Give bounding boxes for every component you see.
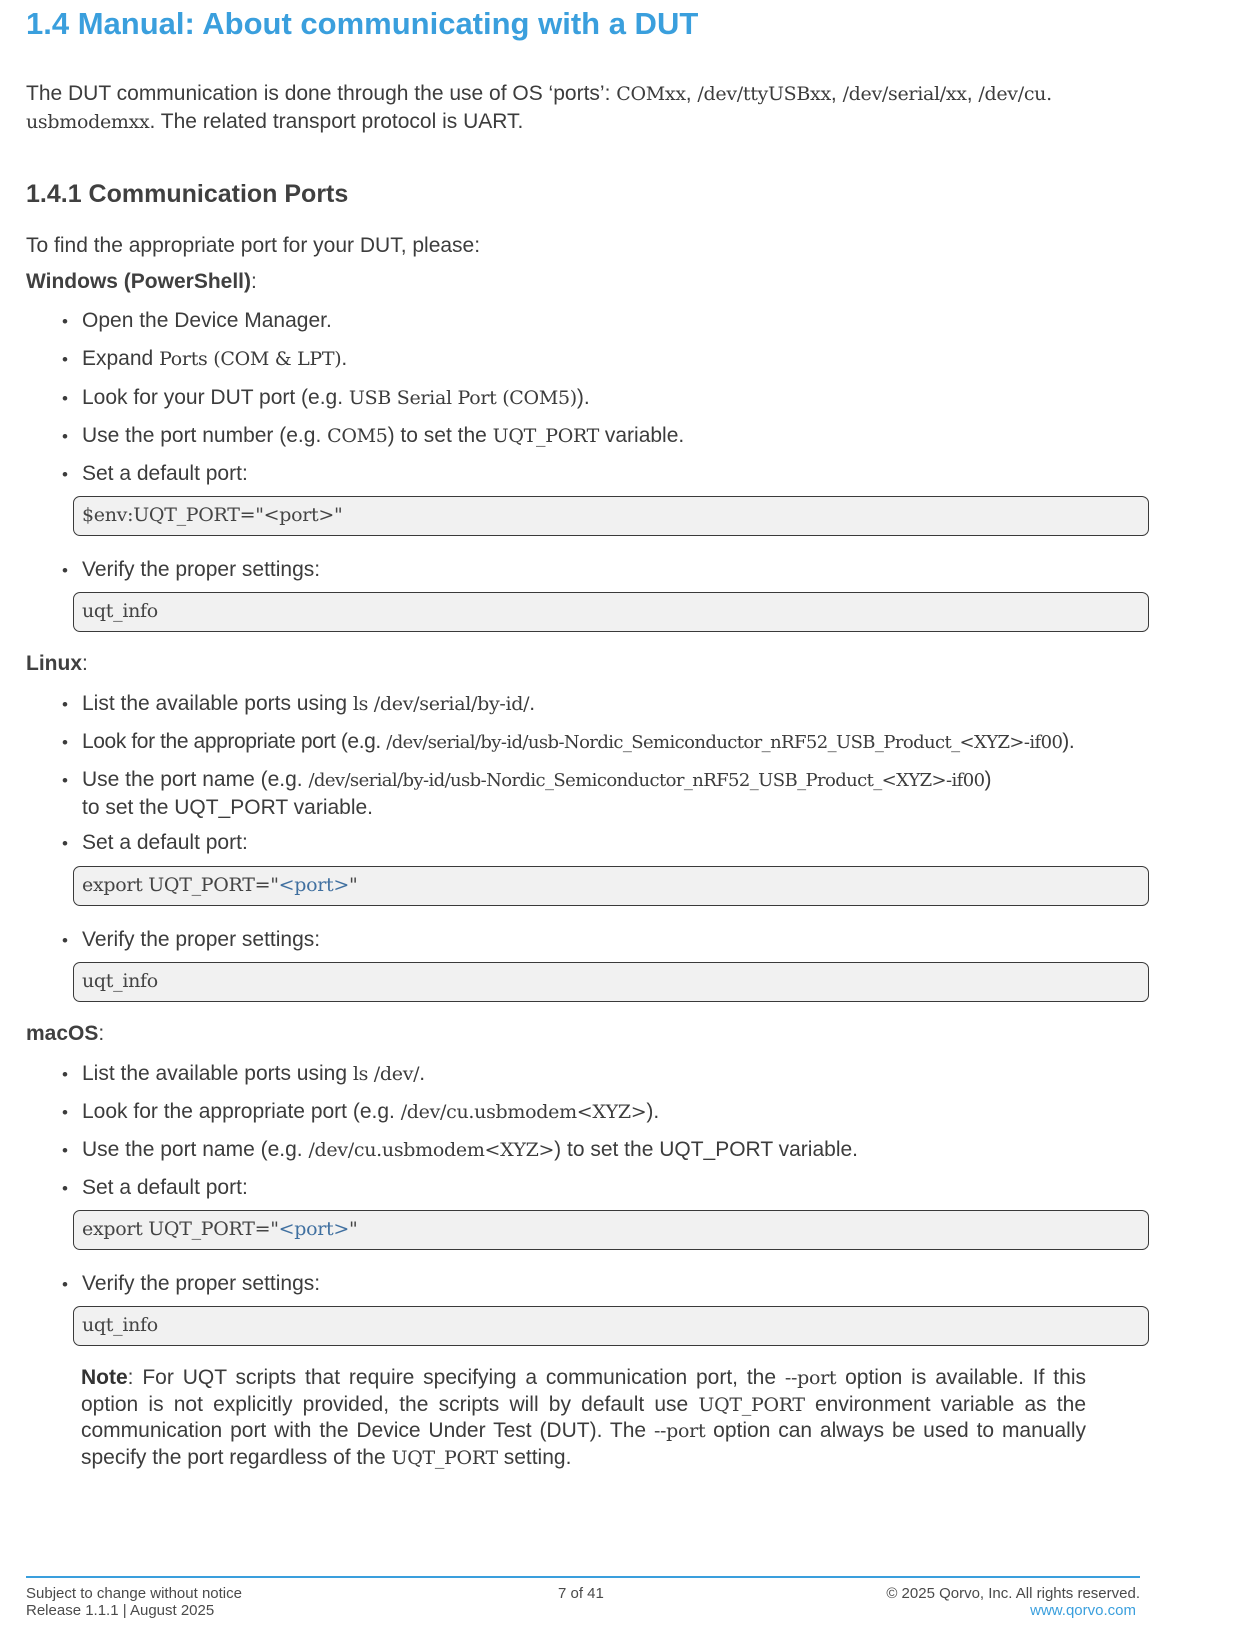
list-item-text: . <box>419 1062 426 1085</box>
inline-code: --port <box>653 1420 706 1442</box>
list-item-text: ). <box>646 1100 660 1123</box>
list-item-text: Open the Device Manager. <box>82 309 332 332</box>
list-item-text: Use the port name (e.g. <box>82 1138 309 1161</box>
list-item-text: Set a default port: <box>82 462 248 485</box>
os-label-colon: : <box>82 652 88 675</box>
list-item-text: Set a default port: <box>82 831 248 854</box>
list-item <box>62 460 248 488</box>
note-text: option is available. If this option is not explicitly provided, the scripts will by default use <box>81 1366 1086 1416</box>
code-text: uqt_info <box>82 1314 158 1336</box>
bullet-icon: • <box>62 771 68 790</box>
inline-code: /dev/cu. <box>978 83 1052 105</box>
bullet-icon: • <box>62 389 68 408</box>
list-item <box>62 556 320 584</box>
intro-paragraph <box>26 80 1052 136</box>
list-item <box>62 1174 248 1202</box>
inline-code: USB Serial Port (COM5) <box>348 387 577 409</box>
inline-code: COMxx <box>616 83 686 105</box>
inline-code: UQT_PORT <box>698 1393 805 1416</box>
note-text: : For UQT scripts that require specifying a communication port, the <box>127 1366 785 1389</box>
section-heading: 1.4.1 Communication Ports <box>26 180 349 208</box>
list-item-text: Expand <box>82 347 160 370</box>
code-block-macos-verify[interactable] <box>73 1306 1149 1346</box>
list-item <box>62 829 248 857</box>
list-item-text: Set a default port: <box>82 1176 248 1199</box>
bullet-icon: • <box>62 834 68 853</box>
bullet-icon: • <box>62 695 68 714</box>
intro-sep: , <box>685 82 698 105</box>
code-string: <port> <box>278 1218 350 1240</box>
note-box <box>81 1365 1086 1471</box>
intro-sep: , <box>830 82 843 105</box>
list-item-text: Verify the proper settings: <box>82 558 321 581</box>
bullet-icon: • <box>62 733 68 752</box>
inline-code: /dev/cu.usbmodem<XYZ> <box>400 1101 647 1123</box>
inline-code: --port <box>784 1367 837 1389</box>
code-block-macos-set[interactable] <box>73 1210 1149 1250</box>
list-item-text: ) to set the <box>387 424 493 447</box>
os-label-colon: : <box>98 1022 105 1045</box>
code-text: uqt_info <box>82 970 158 992</box>
list-item <box>62 690 535 718</box>
os-label-macos <box>26 1022 104 1046</box>
footer-release: Release 1.1.1 | August 2025 <box>26 1602 215 1619</box>
footer-notice: Subject to change without notice <box>26 1585 242 1602</box>
inline-code: COM5 <box>327 425 388 447</box>
inline-code: ls /dev/ <box>352 1063 420 1085</box>
intro-text: The DUT communication is done through the use of OS ‘ports’: <box>26 82 617 105</box>
list-item-text: Look for the appropriate port (e.g. <box>82 730 387 753</box>
inline-code: UQT_PORT <box>492 425 600 447</box>
bullet-icon: • <box>62 931 68 950</box>
find-port-text: To find the appropriate port for your DUT, please: <box>26 234 481 257</box>
list-item-text: ). <box>576 386 590 409</box>
list-item <box>62 1136 858 1164</box>
footer-website-link[interactable]: www.qorvo.com <box>1030 1602 1136 1619</box>
os-label-text: macOS <box>26 1022 99 1045</box>
list-item-text: ) <box>984 768 992 791</box>
list-item-text: Use the port name (e.g. <box>82 768 309 791</box>
bullet-icon: • <box>62 1103 68 1122</box>
inline-code: Ports (COM & LPT) <box>159 348 342 370</box>
list-item-text: Look for the appropriate port (e.g. <box>82 1100 401 1123</box>
intro-text: . The related transport protocol is UART. <box>149 110 524 133</box>
os-label-windows <box>26 270 257 294</box>
code-text: " <box>349 1218 358 1240</box>
list-item-text: Use the port number (e.g. <box>82 424 328 447</box>
list-item-text: ). <box>1062 730 1075 753</box>
inline-code: UQT_PORT <box>391 1446 498 1469</box>
footer-divider <box>26 1576 1140 1578</box>
code-block-windows-verify[interactable] <box>73 592 1149 632</box>
list-item <box>62 926 320 954</box>
os-label-text: Windows (PowerShell) <box>26 270 251 293</box>
code-text: export UQT_PORT=" <box>82 1218 279 1240</box>
note-text: environment variable as the communication port with the Device Under Test (DUT). The <box>81 1392 1086 1442</box>
list-item <box>62 1270 320 1298</box>
list-item <box>62 1098 659 1126</box>
inline-code: ls /dev/serial/by-id/ <box>352 693 530 715</box>
bullet-icon: • <box>62 1179 68 1198</box>
inline-code: /dev/serial/xx <box>842 83 967 105</box>
list-item-text: List the available ports using <box>82 1062 353 1085</box>
code-block-linux-set[interactable] <box>73 866 1149 906</box>
bullet-icon: • <box>62 312 68 331</box>
list-item <box>62 422 684 450</box>
footer-left <box>26 1585 242 1619</box>
code-text: " <box>349 874 358 896</box>
list-item-text: Verify the proper settings: <box>82 1272 321 1295</box>
list-item-text: Look for your DUT port (e.g. <box>82 386 349 409</box>
bullet-icon: • <box>62 1065 68 1084</box>
note-label: Note <box>81 1366 128 1389</box>
list-item-text: Verify the proper settings: <box>82 928 321 951</box>
list-item-text: ) to set the UQT_PORT variable. <box>554 1138 858 1161</box>
bullet-icon: • <box>62 1275 68 1294</box>
inline-code: usbmodemxx <box>26 111 150 133</box>
list-item <box>62 1060 425 1088</box>
list-item <box>62 766 991 821</box>
bullet-icon: • <box>62 427 68 446</box>
code-string: <port> <box>278 874 350 896</box>
footer-page-number: 7 of 41 <box>558 1585 604 1602</box>
list-item-text: . <box>529 692 536 715</box>
list-item <box>62 384 590 412</box>
code-text: export UQT_PORT=" <box>82 874 279 896</box>
bullet-icon: • <box>62 561 68 580</box>
list-item-text: . <box>341 347 348 370</box>
list-item-text: List the available ports using <box>82 692 353 715</box>
list-item <box>62 307 332 335</box>
code-block-linux-verify[interactable] <box>73 962 1149 1002</box>
list-item-text: variable. <box>599 424 685 447</box>
bullet-icon: • <box>62 350 68 369</box>
inline-code: /dev/ttyUSBxx <box>697 83 831 105</box>
os-label-colon: : <box>251 270 257 293</box>
bullet-icon: • <box>62 1141 68 1160</box>
footer-right <box>886 1585 1140 1619</box>
os-label-text: Linux <box>26 652 82 675</box>
footer-copyright: © 2025 Qorvo, Inc. All rights reserved. <box>886 1585 1140 1602</box>
list-item <box>62 728 1074 756</box>
inline-code: /dev/serial/by-id/usb-Nordic_Semiconductor_nRF52_USB_Product_<XYZ>-if00 <box>308 770 985 791</box>
code-text: uqt_info <box>82 600 158 622</box>
page-title: 1.4 Manual: About communicating with a DUT <box>26 6 699 41</box>
intro-sep: , <box>966 82 979 105</box>
list-item <box>62 345 347 373</box>
list-item-continuation: to set the UQT_PORT variable. <box>82 796 374 819</box>
code-block-windows-set[interactable] <box>73 496 1149 536</box>
code-text: $env:UQT_PORT="<port>" <box>82 504 343 526</box>
os-label-linux <box>26 652 88 676</box>
bullet-icon: • <box>62 465 68 484</box>
note-text: option can always be used to manually specify the port regardless of the <box>81 1419 1086 1469</box>
note-text: setting. <box>497 1445 572 1469</box>
inline-code: /dev/serial/by-id/usb-Nordic_Semiconductor_nRF52_USB_Product_<XYZ>-if00 <box>386 732 1063 753</box>
inline-code: /dev/cu.usbmodem<XYZ> <box>308 1139 555 1161</box>
